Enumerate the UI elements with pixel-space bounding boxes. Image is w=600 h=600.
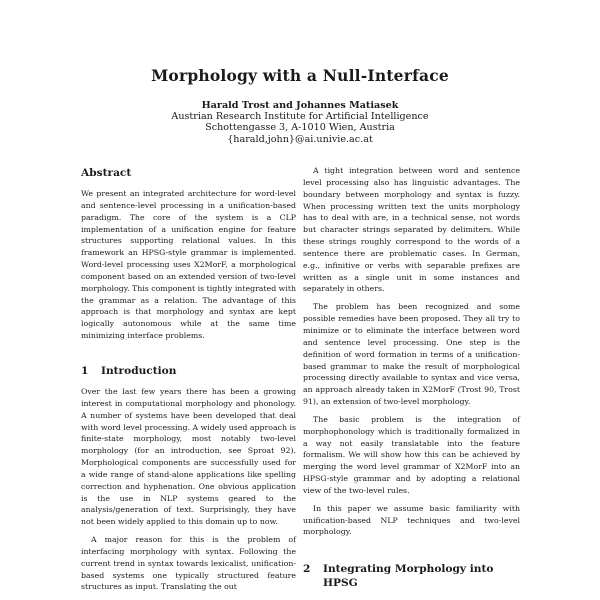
right-column	[303, 165, 520, 590]
abstract-heading: Abstract	[81, 167, 132, 179]
intro-paragraph-2: A major reason for this is the problem of interfacing morphology with syntax. Following the current trend in syntax towards lexicalist, unification-based systems one typically structured feature structures as input. Translating the out	[81, 535, 296, 592]
right-paragraph-2: The problem has been recognized and some possible remedies have been proposed. They all try to minimize or to eliminate the interface between word and sentence level processing. One step is the definition of word formation in terms of a unification-based grammar to make the result of morphological processing directly available to syntax and vice versa, an approach already taken in X2MorF (Trost 90, Trost 91), an extension of two-level morphology.	[303, 302, 520, 407]
section-1-title: Introduction	[101, 364, 177, 377]
paper-title: Morphology with a Null-Interface	[151, 66, 449, 85]
section-2-number: 2	[303, 563, 311, 576]
section-1-number: 1	[81, 364, 89, 377]
left-column	[81, 166, 296, 593]
section-1-heading	[81, 364, 296, 378]
right-paragraph-4: In this paper we assume basic familiarity with unification-based NLP techniques and two-level morphology.	[303, 503, 520, 537]
right-paragraph-1: A tight integration between word and sentence level processing also has linguistic advantages. The boundary between morphology and syntax is fuzzy. When processing written text the units morphology has to deal with are, in a technical sense, not words but character strings separated by delimiters. While these strings roughly correspond to the words of a sentence there are problematic cases. In German, e.g., infinitive or verbs with separable prefixes are written as a single unit in some instances and separately in others.	[303, 166, 520, 294]
right-paragraph-3: The basic problem is the integration of morphophonology which is traditionally formalized in a way not easily translatable into the feature formalism. We will show how this can be achieved by merging the word level grammar of X2MorF into an HPSG-style grammar and by adopting a relational view of the two-level rules.	[303, 414, 520, 495]
author-names: Harald Trost and Johannes Matiasek	[201, 100, 399, 111]
author-address: Schottengasse 3, A-1010 Wien, Austria	[205, 122, 395, 134]
intro-paragraph-1: Over the last few years there has been a growing interest in computational morphology and phonology. A number of systems have been developed that deal with word level processing. A widely used approach is finite-state morphology, most notably two-level morphology (for an introduction, see Sproat 92). Morphological components are successfully used for a wide range of stand-alone applications like spelling correction and hyphenation. One obvious application is the use in NLP systems geared to the analysis/generation of text. Surprisingly, they have not been widely applied to this domain up to now.	[81, 386, 296, 527]
abstract-text: We present an integrated architecture for word-level and sentence-level processing in a unification-based paradigm. The core of the system is a CLP implementation of a unification engine for feature structures supporting relational values. In this framework an HPSG-style grammar is implemented. Word-level processing uses X2MorF, a morphological component based on an extended version of two-level morphology. This component is tightly integrated with the grammar as a relation. The advantage of this approach is that morphology and syntax are kept logically autonomous while at the same time minimizing interface problems.	[81, 189, 296, 341]
author-affiliation: Austrian Research Institute for Artificial Intelligence	[171, 111, 429, 123]
section-2-title: Integrating Morphology into HPSG	[323, 563, 494, 590]
author-block	[0, 100, 600, 145]
author-email: {harald,john}@ai.univie.ac.at	[227, 133, 373, 145]
section-2-heading	[303, 562, 520, 590]
